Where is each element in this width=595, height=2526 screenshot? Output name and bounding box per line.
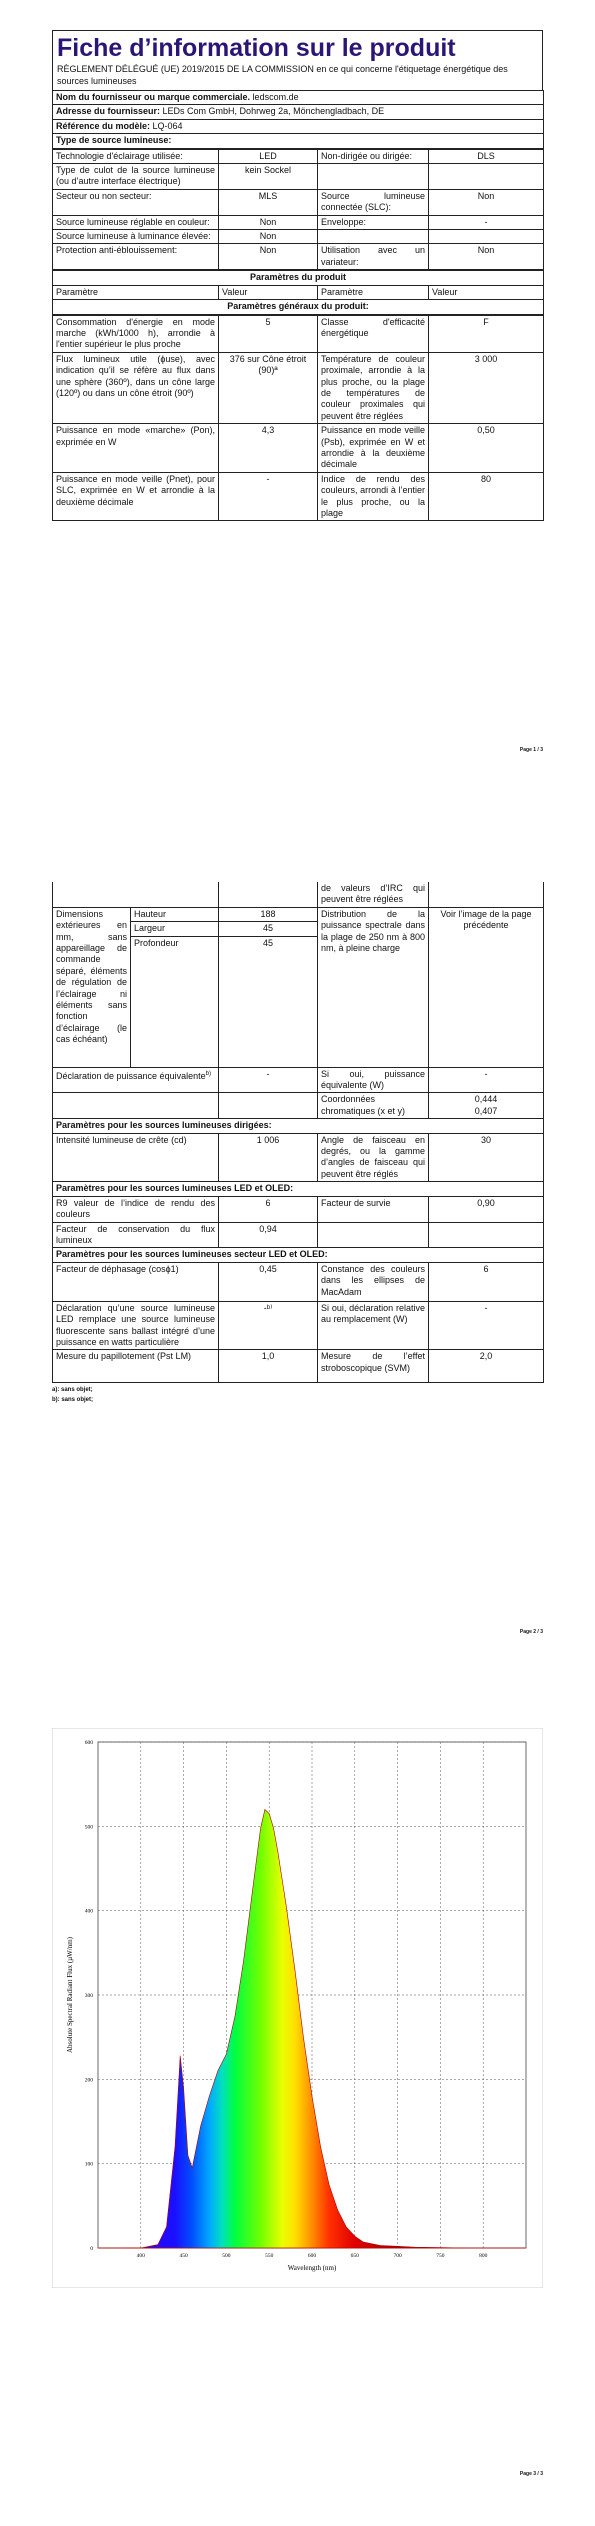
chromaticity-x: 0,444	[474, 1094, 498, 1105]
param-label-2: Indice de rendu des couleurs, arrondi à l’entier le plus proche, ou la plage	[318, 472, 429, 521]
type-label: Source lumineuse réglable en couleur:	[53, 215, 219, 229]
led-row-r9	[53, 1196, 544, 1222]
x-tick-label: 800	[479, 2253, 488, 2259]
type-value-2: DLS	[429, 149, 544, 163]
source-type-row	[53, 149, 544, 163]
source-type-body	[53, 149, 544, 270]
source-type-row	[53, 244, 544, 270]
continued-table	[52, 882, 544, 1383]
page-number-3: Page 3 / 3	[519, 2471, 543, 2477]
params-header: Paramètres du produit	[53, 271, 544, 285]
survival-factor-value: 0,90	[429, 1196, 544, 1222]
equivalent-power-yes-value: -	[429, 1067, 544, 1093]
chromaticity-row	[53, 1093, 544, 1119]
footnotes	[52, 1383, 543, 1405]
type-label-2: Non-dirigée ou dirigée:	[318, 149, 429, 163]
beam-angle-value: 30	[429, 1133, 544, 1182]
source-type-row	[53, 164, 544, 190]
directed-header-row	[53, 1119, 544, 1133]
product-sheet	[52, 30, 543, 521]
param-value-2: F	[429, 315, 544, 352]
params-header-row	[53, 271, 544, 285]
y-tick-label: 200	[84, 2077, 93, 2084]
chromaticity-y: 0,407	[474, 1105, 498, 1116]
param-label-2: Puissance en mode veille (Psb), exprimée en W et arrondie à la deuxième décimale	[318, 424, 429, 473]
param-label: Puissance en mode veille (Pnet), pour SLC, exprimée en W et arrondie à la deuxième décimale	[53, 472, 219, 521]
led-row-maintenance	[53, 1222, 544, 1248]
type-label-2	[318, 230, 429, 244]
x-tick-label: 600	[307, 2253, 317, 2259]
type-label: Secteur ou non secteur:	[53, 189, 219, 215]
stroboscopic-value: 2,0	[429, 1350, 544, 1383]
phase-factor-label: Facteur de déphasage (cosϕ1)	[53, 1262, 219, 1301]
y-tick-label: 400	[84, 1908, 93, 1915]
spectral-distribution-label: Distribution de la puissance spectrale dans la plage de 250 nm à 800 nm, à pleine charge	[318, 907, 429, 1067]
led-header-row	[53, 1182, 544, 1196]
general-param-row	[53, 315, 544, 352]
dim-value-height: 188	[219, 907, 318, 921]
x-tick-label: 750	[436, 2253, 445, 2259]
equivalent-power-label: Déclaration de puissance équivalente	[56, 1070, 206, 1081]
col-param-2: Paramètre	[318, 285, 429, 299]
source-type-row	[53, 230, 544, 244]
general-header-row	[53, 300, 544, 314]
col-param-1: Paramètre	[53, 285, 219, 299]
type-label: Technologie d'éclairage utilisée:	[53, 149, 219, 163]
stroboscopic-label: Mesure de l’effet stroboscopique (SVM)	[318, 1350, 429, 1383]
type-value-2: Non	[429, 189, 544, 215]
directed-header: Paramètres pour les sources lumineuses dirigées:	[53, 1119, 544, 1133]
y-tick-label: 0	[90, 2246, 93, 2252]
address-value: LEDs Com GmbH, Dohrweg 2a, Mönchengladbach, DE	[162, 106, 385, 117]
param-value-2: 3 000	[429, 352, 544, 423]
col-value-1: Valeur	[219, 285, 318, 299]
param-value: 376 sur Cône étroit (90)ª	[219, 352, 318, 423]
dimensions-label: Dimensions extérieures en mm, sans appareillage de commande séparé, éléments de régulation de l’éclairage ni éléments sans fonction d’éclairage (le cas échéant)	[53, 907, 131, 1067]
peak-intensity-label: Intensité lumineuse de crête (cd)	[53, 1133, 219, 1182]
supplier-row	[53, 91, 544, 105]
param-label-2: Température de couleur proximale, arrondie à la plus proche, ou la plage de températures de couleur proximales qui peuvent être réglées	[318, 352, 429, 423]
general-param-row	[53, 472, 544, 521]
supplier-label: Nom du fournisseur ou marque commerciale.	[56, 92, 251, 102]
general-params-body	[53, 315, 544, 521]
model-value: LQ-064	[152, 120, 183, 131]
param-label: Flux lumineux utile (ɸuse), avec indication qu’il se réfère au flux dans une sphère (360º), dans un cône large (120º) ou dans un cône étroit (90º)	[53, 352, 219, 423]
lumen-maintenance-value: 0,94	[219, 1222, 318, 1248]
x-tick-label: 700	[393, 2253, 402, 2259]
product-sheet-continued	[52, 882, 543, 1405]
r9-value: 6	[219, 1196, 318, 1222]
param-value-2: 0,50	[429, 424, 544, 473]
type-label-2: Source lumineuse connectée (SLC):	[318, 189, 429, 215]
type-label-2	[318, 164, 429, 190]
replacement-label: Déclaration qu’une source lumineuse LED remplace une source lumineuse fluorescente sans ballast intégré d’une puissance en watts particulière	[53, 1301, 219, 1350]
type-label-2: Utilisation avec un variateur:	[318, 244, 429, 270]
type-value: Non	[219, 244, 318, 270]
page-2	[0, 842, 595, 1684]
x-axis-label: Wavelength (nm)	[287, 2264, 337, 2272]
supplier-value: ledscom.de	[252, 92, 299, 102]
dim-key-height: Hauteur	[131, 907, 219, 921]
general-header: Paramètres généraux du produit:	[53, 300, 544, 314]
general-param-row	[53, 352, 544, 423]
param-label: Puissance en mode «marche» (Pon), exprimée en W	[53, 424, 219, 473]
footnote-a: a): sans objet;	[52, 1387, 93, 1394]
type-value: LED	[219, 149, 318, 163]
r9-label: R9 valeur de l’indice de rendu des couleurs	[53, 1196, 219, 1222]
lumen-maintenance-label: Facteur de conservation du flux lumineux	[53, 1222, 219, 1248]
page-number-2: Page 2 / 3	[519, 1629, 543, 1635]
flicker-value: 1,0	[219, 1350, 318, 1383]
model-label: Référence du modèle:	[56, 120, 151, 131]
y-axis-label: Absolute Spectral Radiant Flux (µW/nm)	[66, 1936, 74, 2054]
beam-angle-label: Angle de faisceau en degrés, ou la gamme d’angles de faisceau qui peuvent être réglés	[318, 1133, 429, 1182]
x-tick-label: 450	[179, 2253, 188, 2259]
type-label: Type de culot de la source lumineuse (ou d’autre interface électrique)	[53, 164, 219, 190]
mains-row-phase	[53, 1262, 544, 1301]
dim-value-width: 45	[219, 922, 318, 936]
dim-key-width: Largeur	[131, 922, 219, 936]
param-value: 4,3	[219, 424, 318, 473]
type-label: Protection anti-éblouissement:	[53, 244, 219, 270]
dimensions-row	[53, 907, 544, 921]
mains-header-row	[53, 1248, 544, 1262]
spectral-distribution-value: Voir l’image de la page précédente	[429, 907, 544, 1067]
product-info-table	[52, 90, 544, 149]
model-row	[53, 119, 544, 133]
page-title: Fiche d’information sur le produit	[57, 34, 456, 62]
type-value: kein Sockel	[219, 164, 318, 190]
type-label-2: Enveloppe:	[318, 215, 429, 229]
column-header-row	[53, 285, 544, 299]
y-tick-label: 300	[84, 1993, 93, 1999]
page-1	[0, 0, 595, 842]
param-value-2: 80	[429, 472, 544, 521]
source-type-row	[53, 215, 544, 229]
param-value: 5	[219, 315, 318, 352]
type-value-2: -	[429, 215, 544, 229]
dim-value-depth: 45	[219, 936, 318, 1067]
mains-row-replace	[53, 1301, 544, 1350]
page-3	[0, 1684, 595, 2526]
section-header-row	[53, 134, 544, 148]
color-consistency-label: Constance des couleurs dans les ellipses de MacAdam	[318, 1262, 429, 1301]
param-label: Consommation d'énergie en mode marche (kWh/1000 h), arrondie à l'entier supérieur le plus proche	[53, 315, 219, 352]
spectral-chart-svg	[52, 1728, 543, 2288]
equivalent-power-value: -	[219, 1067, 318, 1093]
flicker-label: Mesure du papillotement (Pst LM)	[53, 1350, 219, 1383]
equivalent-power-note: b)	[205, 1070, 211, 1077]
general-param-row	[53, 424, 544, 473]
type-value: Non	[219, 215, 318, 229]
spectral-chart	[52, 1728, 543, 2288]
general-params-table	[52, 315, 544, 522]
mains-row-flicker	[53, 1350, 544, 1383]
equivalent-power-row	[53, 1067, 544, 1093]
y-tick-label: 500	[84, 1824, 93, 1831]
color-consistency-value: 6	[429, 1262, 544, 1301]
mains-header: Paramètres pour les sources lumineuses secteur LED et OLED:	[53, 1248, 544, 1262]
param-label-2: Classe d'efficacité énergétique	[318, 315, 429, 352]
type-value-2	[429, 230, 544, 244]
x-tick-label: 400	[136, 2253, 145, 2259]
source-type-header: Type de source lumineuse:	[53, 134, 544, 148]
page-number-1: Page 1 / 3	[519, 747, 543, 753]
source-type-table	[52, 149, 544, 271]
directed-row	[53, 1133, 544, 1182]
dim-key-depth: Profondeur	[131, 936, 219, 1067]
address-label: Adresse du fournisseur:	[56, 106, 161, 117]
led-header: Paramètres pour les sources lumineuses LED et OLED:	[53, 1182, 544, 1196]
params-header-table	[52, 270, 544, 314]
equivalent-power-yes-label: Si oui, puissance équivalente (W)	[318, 1067, 429, 1093]
survival-factor-label: Facteur de survie	[318, 1196, 429, 1222]
replacement-claim-value: -	[429, 1301, 544, 1350]
x-tick-label: 650	[350, 2253, 359, 2259]
type-value-2	[429, 164, 544, 190]
type-value: MLS	[219, 189, 318, 215]
type-label: Source lumineuse à luminance élevée:	[53, 230, 219, 244]
replacement-value: -ᵇ⁾	[219, 1301, 318, 1350]
col-value-2: Valeur	[429, 285, 544, 299]
replacement-claim-label: Si oui, déclaration relative au remplacement (W)	[318, 1301, 429, 1350]
source-type-row	[53, 189, 544, 215]
header-block	[52, 30, 543, 90]
continued-row	[53, 882, 544, 907]
x-tick-label: 550	[265, 2253, 274, 2259]
peak-intensity-value: 1 006	[219, 1133, 318, 1182]
regulation-subtitle: RÈGLEMENT DÉLÉGUÉ (UE) 2019/2015 DE LA COMMISSION en ce qui concerne l'étiquetage énergétique des sources lumineuses	[57, 64, 508, 86]
phase-factor-value: 0,45	[219, 1262, 318, 1301]
address-row	[53, 105, 544, 119]
param-value: -	[219, 472, 318, 521]
type-value: Non	[219, 230, 318, 244]
y-tick-label: 100	[84, 2161, 93, 2168]
chromaticity-label: Coordonnées chromatiques (x et y)	[318, 1093, 429, 1119]
y-tick-label: 600	[84, 1740, 93, 1746]
x-tick-label: 500	[222, 2253, 231, 2259]
type-value-2: Non	[429, 244, 544, 270]
cri-continued: de valeurs d’IRC qui peuvent être réglées	[318, 882, 429, 907]
footnote-b: b): sans objet;	[52, 1397, 94, 1404]
